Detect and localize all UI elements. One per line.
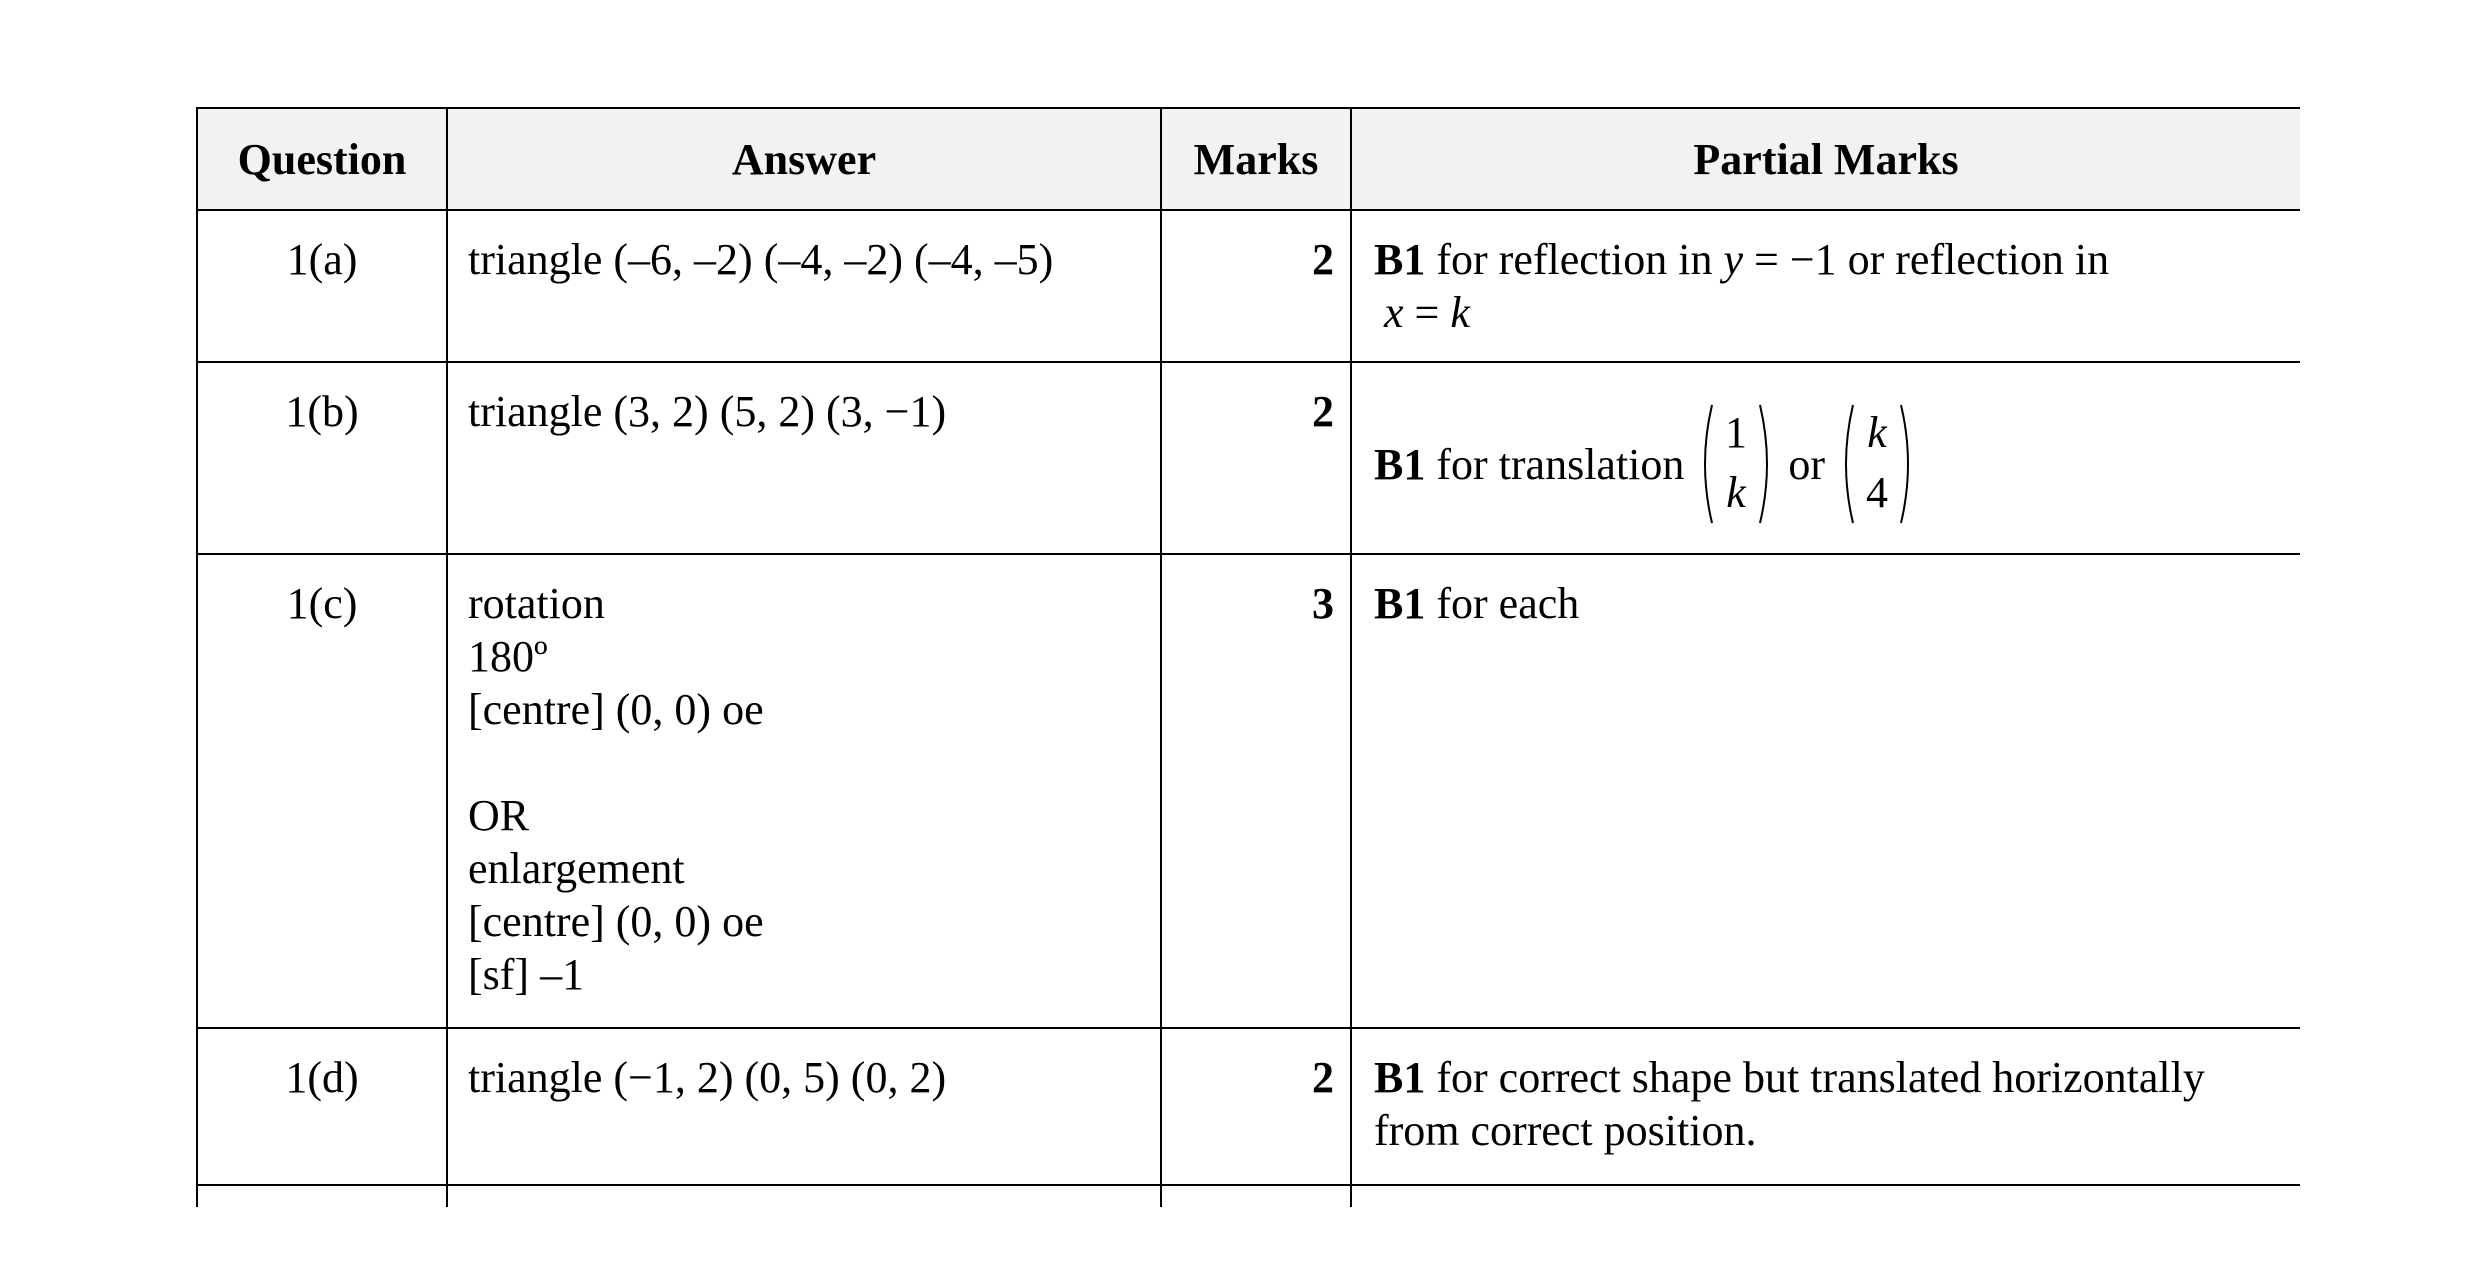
vector-top: k (1867, 408, 1887, 457)
partial-text: for each (1425, 579, 1580, 628)
answer-cell (447, 554, 1161, 1028)
marks-cell: 2 (1161, 362, 1351, 554)
partial-text: for translation (1425, 439, 1685, 489)
answer-line: [sf] –1 (468, 950, 585, 999)
partial-line (1374, 233, 2280, 286)
variable-x: x (1384, 288, 1404, 337)
partial-line (1374, 286, 2280, 339)
answer-cell: triangle (−1, 2) (0, 5) (0, 2) (447, 1028, 1161, 1185)
answer-line: [centre] (0, 0) oe (468, 685, 764, 734)
empty-cell (447, 1185, 1161, 1207)
question-number: 1(b) (197, 362, 447, 554)
marks-cell: 3 (1161, 554, 1351, 1028)
empty-cell (1351, 1185, 2300, 1207)
or-text: or (1788, 439, 1826, 489)
table-row (197, 362, 2300, 554)
empty-cell (197, 1185, 447, 1207)
partial-text: = (1403, 288, 1451, 337)
column-vector (1839, 399, 1915, 529)
variable-y: y (1723, 235, 1743, 284)
partial-text: for reflection in (1425, 235, 1724, 284)
question-number: 1(a) (197, 210, 447, 362)
answer-line: 180º (468, 632, 548, 681)
question-number: 1(c) (197, 554, 447, 1028)
variable-k: k (1450, 288, 1470, 337)
answer-spacer (468, 736, 1140, 789)
partial-marks-cell (1351, 210, 2300, 362)
mark-scheme-table (196, 107, 2300, 1207)
partial-marks-cell (1351, 1028, 2300, 1185)
answer-line: enlargement (468, 844, 685, 893)
header-marks: Marks (1161, 108, 1351, 210)
vector-bottom: k (1726, 468, 1747, 517)
question-number: 1(d) (197, 1028, 447, 1185)
mark-scheme-page (196, 107, 2300, 1207)
header-answer: Answer (447, 108, 1161, 210)
marks-cell: 2 (1161, 1028, 1351, 1185)
table-row (197, 210, 2300, 362)
answer-line: rotation (468, 579, 605, 628)
mark-code: B1 (1374, 579, 1426, 628)
empty-cell (1161, 1185, 1351, 1207)
vector-bottom: 4 (1866, 468, 1889, 517)
translation-line (1374, 399, 2280, 529)
table-row (197, 1028, 2300, 1185)
vector-top: 1 (1725, 408, 1748, 457)
column-vector (1698, 399, 1774, 529)
answer-cell: triangle (3, 2) (5, 2) (3, −1) (447, 362, 1161, 554)
partial-marks-cell (1351, 362, 2300, 554)
partial-text: for correct shape but translated horizontally from correct position. (1374, 1053, 2205, 1155)
header-row (197, 108, 2300, 210)
mark-code: B1 (1374, 1053, 1426, 1102)
mark-code: B1 (1374, 235, 1426, 284)
marks-cell: 2 (1161, 210, 1351, 362)
table-row (197, 1185, 2300, 1207)
answer-line: OR (468, 791, 530, 840)
header-partial-marks: Partial Marks (1351, 108, 2300, 210)
answer-cell: triangle (–6, –2) (–4, –2) (–4, –5) (447, 210, 1161, 362)
table-row (197, 554, 2300, 1028)
answer-line: [centre] (0, 0) oe (468, 897, 764, 946)
header-question: Question (197, 108, 447, 210)
mark-code: B1 (1374, 439, 1426, 489)
partial-marks-cell (1351, 554, 2300, 1028)
partial-text: = −1 or reflection in (1743, 235, 2110, 284)
